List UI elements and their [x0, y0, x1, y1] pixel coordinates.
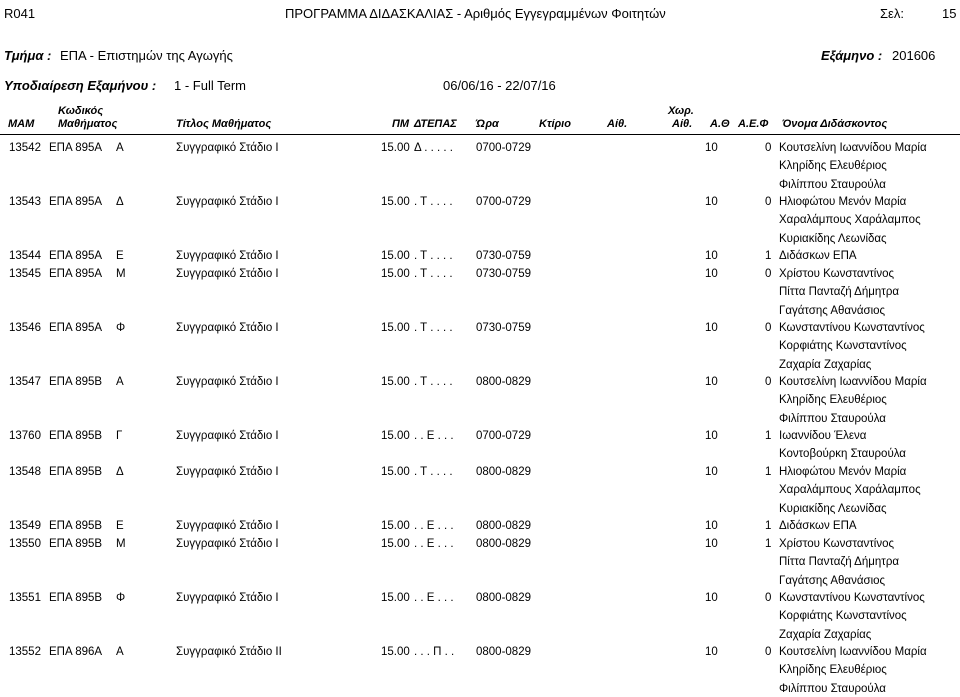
cell-instructor: Κουτσελίνη Ιωαννίδου Μαρία — [779, 646, 927, 658]
cell-instructor: Γαγάτσης Αθανάσιος — [779, 304, 886, 317]
cell-course-title: Συγγραφικό Στάδιο Ι — [176, 520, 279, 532]
cell-course-title: Συγγραφικό Στάδιο Ι — [176, 592, 279, 604]
cell-capacity: 10 — [705, 376, 718, 388]
cell-course-title: Συγγραφικό Στάδιο ΙΙ — [176, 646, 282, 658]
cell-course-title: Συγγραφικό Στάδιο Ι — [176, 376, 279, 388]
cell-course-code: ΕΠΑ 895Β — [49, 466, 103, 478]
cell-course-code: ΕΠΑ 895Β — [49, 376, 103, 388]
cell-mam: 13549 — [9, 520, 41, 532]
col-room: Αίθ. — [607, 118, 628, 130]
cell-mam: 13546 — [9, 322, 41, 334]
cell-section: Ε — [116, 250, 124, 262]
cell-instructor: Κυριακίδης Λεωνίδας — [779, 502, 887, 515]
cell-instructor: Πίττα Πανταζή Δήμητρα — [779, 286, 900, 299]
cell-course-code: ΕΠΑ 895Α — [49, 250, 103, 262]
cell-instructor: Ζαχαρία Ζαχαρίας — [779, 358, 872, 371]
subdivision-value: 1 - Full Term — [174, 78, 246, 93]
col-aef: Α.Ε.Φ — [738, 118, 769, 130]
cell-course-code: ΕΠΑ 895Β — [49, 592, 103, 604]
col-ath: Α.Θ — [710, 118, 730, 130]
cell-capacity: 10 — [705, 268, 718, 280]
cell-instructor: Χαραλάμπους Χαράλαμπος — [779, 214, 921, 227]
cell-days: . . . Π . . — [414, 646, 455, 658]
cell-pm: 15.00 — [381, 322, 410, 334]
cell-mam: 13544 — [9, 250, 41, 262]
cell-days: . Τ . . . . — [414, 322, 453, 334]
semester-label: Εξάμηνο : — [821, 48, 883, 63]
col-code-top: Κωδικός — [58, 105, 104, 117]
cell-capacity: 10 — [705, 538, 718, 550]
cell-course-code: ΕΠΑ 895Α — [49, 196, 103, 208]
cell-instructor: Χρίστου Κωνσταντίνος — [779, 268, 895, 280]
cell-time: 0700-0729 — [476, 430, 531, 442]
cell-section: Ε — [116, 520, 124, 532]
cell-pm: 15.00 — [381, 520, 410, 532]
cell-pm: 15.00 — [381, 466, 410, 478]
cell-days: . Τ . . . . — [414, 250, 453, 262]
header-divider — [0, 134, 960, 135]
col-capacity-top: Χωρ. — [668, 105, 694, 117]
cell-time: 0730-0759 — [476, 322, 531, 334]
col-code-bottom: Μαθήματος — [58, 118, 118, 130]
cell-mam: 13552 — [9, 646, 41, 658]
cell-course-title: Συγγραφικό Στάδιο Ι — [176, 250, 279, 262]
cell-course-title: Συγγραφικό Στάδιο Ι — [176, 322, 279, 334]
cell-time: 0800-0829 — [476, 520, 531, 532]
cell-course-title: Συγγραφικό Στάδιο Ι — [176, 268, 279, 280]
cell-pm: 15.00 — [381, 592, 410, 604]
cell-capacity: 10 — [705, 322, 718, 334]
cell-pm: 15.00 — [381, 268, 410, 280]
cell-instructor: Κοντοβούρκη Σταυρούλα — [779, 448, 906, 461]
cell-mam: 13543 — [9, 196, 41, 208]
cell-instructor: Κυριακίδης Λεωνίδας — [779, 232, 887, 245]
page-label: Σελ: — [880, 6, 904, 21]
cell-course-title: Συγγραφικό Στάδιο Ι — [176, 196, 279, 208]
cell-enrolled: 1 — [765, 430, 772, 442]
cell-instructor: Κορφιάτης Κωνσταντίνος — [779, 610, 907, 623]
cell-days: . Τ . . . . — [414, 268, 453, 280]
cell-enrolled: 0 — [765, 268, 772, 280]
cell-course-code: ΕΠΑ 895Α — [49, 142, 103, 154]
col-days: ΔΤΕΠΑΣ — [414, 118, 457, 130]
cell-time: 0800-0829 — [476, 538, 531, 550]
cell-section: Φ — [116, 322, 126, 334]
cell-time: 0800-0829 — [476, 646, 531, 658]
cell-section: Γ — [116, 430, 123, 442]
cell-enrolled: 0 — [765, 142, 772, 154]
cell-capacity: 10 — [705, 592, 718, 604]
subdivision-label: Υποδιαίρεση Εξαμήνου : — [4, 78, 157, 93]
cell-instructor: Χαραλάμπους Χαράλαμπος — [779, 484, 921, 497]
cell-time: 0700-0729 — [476, 142, 531, 154]
cell-enrolled: 1 — [765, 538, 772, 550]
cell-capacity: 10 — [705, 520, 718, 532]
cell-days: . Τ . . . . — [414, 376, 453, 388]
cell-instructor: Ηλιοφώτου Μενόν Μαρία — [779, 466, 907, 478]
cell-course-code: ΕΠΑ 895Β — [49, 430, 103, 442]
cell-enrolled: 0 — [765, 592, 772, 604]
cell-enrolled: 1 — [765, 250, 772, 262]
semester-value: 201606 — [892, 48, 936, 63]
cell-days: . . Ε . . . — [414, 430, 454, 442]
cell-course-title: Συγγραφικό Στάδιο Ι — [176, 430, 279, 442]
cell-time: 0730-0759 — [476, 268, 531, 280]
cell-section: Μ — [116, 268, 126, 280]
cell-pm: 15.00 — [381, 430, 410, 442]
cell-section: Φ — [116, 592, 126, 604]
department-label: Τμήμα : — [4, 48, 52, 63]
cell-pm: 15.00 — [381, 376, 410, 388]
report-title: ΠΡΟΓΡΑΜΜΑ ΔΙΔΑΣΚΑΛΙΑΣ - Αριθμός Εγγεγραμμένων Φοιτητών — [285, 6, 666, 21]
col-title: Τίτλος Μαθήματος — [176, 118, 272, 130]
cell-course-title: Συγγραφικό Στάδιο Ι — [176, 538, 279, 550]
cell-section: Μ — [116, 538, 126, 550]
cell-mam: 13542 — [9, 142, 41, 154]
cell-instructor: Κουτσελίνη Ιωαννίδου Μαρία — [779, 376, 927, 388]
cell-instructor: Ηλιοφώτου Μενόν Μαρία — [779, 196, 907, 208]
cell-instructor: Χρίστου Κωνσταντίνος — [779, 538, 895, 550]
cell-enrolled: 1 — [765, 520, 772, 532]
cell-enrolled: 0 — [765, 376, 772, 388]
cell-enrolled: 1 — [765, 466, 772, 478]
cell-mam: 13548 — [9, 466, 41, 478]
cell-instructor: Κωνσταντίνου Κωνσταντίνος — [779, 322, 925, 334]
col-instructor: Όνομα Διδάσκοντος — [782, 118, 888, 130]
cell-days: . . Ε . . . — [414, 592, 454, 604]
cell-instructor: Ιωαννίδου Έλενα — [779, 430, 867, 442]
cell-days: . . Ε . . . — [414, 538, 454, 550]
cell-time: 0800-0829 — [476, 376, 531, 388]
cell-days: Δ . . . . . — [414, 142, 453, 154]
cell-pm: 15.00 — [381, 196, 410, 208]
cell-instructor: Διδάσκων ΕΠΑ — [779, 520, 857, 532]
cell-section: Α — [116, 646, 124, 658]
cell-instructor: Πίττα Πανταζή Δήμητρα — [779, 556, 900, 569]
page-number: 15 — [942, 6, 957, 21]
cell-pm: 15.00 — [381, 538, 410, 550]
cell-instructor: Φιλίππου Σταυρούλα — [779, 178, 886, 191]
cell-pm: 15.00 — [381, 250, 410, 262]
col-pm: ΠΜ — [392, 118, 410, 130]
cell-instructor: Ζαχαρία Ζαχαρίας — [779, 628, 872, 641]
cell-days: . Τ . . . . — [414, 466, 453, 478]
cell-section: Δ — [116, 466, 124, 478]
cell-instructor: Διδάσκων ΕΠΑ — [779, 250, 857, 262]
cell-instructor: Κουτσελίνη Ιωαννίδου Μαρία — [779, 142, 927, 154]
cell-instructor: Κορφιάτης Κωνσταντίνος — [779, 340, 907, 353]
col-time: Ώρα — [476, 118, 499, 130]
cell-course-code: ΕΠΑ 896Α — [49, 646, 103, 658]
cell-instructor: Γαγάτσης Αθανάσιος — [779, 574, 886, 587]
col-building: Κτίριο — [539, 118, 571, 130]
cell-instructor: Κληρίδης Ελευθέριος — [779, 664, 887, 677]
cell-course-title: Συγγραφικό Στάδιο Ι — [176, 142, 279, 154]
cell-days: . . Ε . . . — [414, 520, 454, 532]
cell-enrolled: 0 — [765, 646, 772, 658]
cell-section: Α — [116, 142, 124, 154]
report-code: R041 — [4, 6, 36, 21]
date-range: 06/06/16 - 22/07/16 — [443, 78, 556, 93]
cell-instructor: Φιλίππου Σταυρούλα — [779, 682, 886, 695]
cell-mam: 13550 — [9, 538, 41, 550]
cell-course-title: Συγγραφικό Στάδιο Ι — [176, 466, 279, 478]
cell-time: 0700-0729 — [476, 196, 531, 208]
cell-pm: 15.00 — [381, 646, 410, 658]
cell-instructor: Φιλίππου Σταυρούλα — [779, 412, 886, 425]
cell-enrolled: 0 — [765, 322, 772, 334]
cell-time: 0800-0829 — [476, 466, 531, 478]
cell-enrolled: 0 — [765, 196, 772, 208]
cell-course-code: ΕΠΑ 895Β — [49, 520, 103, 532]
cell-pm: 15.00 — [381, 142, 410, 154]
cell-capacity: 10 — [705, 430, 718, 442]
col-mam: ΜΑΜ — [8, 118, 35, 130]
cell-capacity: 10 — [705, 466, 718, 478]
cell-mam: 13545 — [9, 268, 41, 280]
cell-mam: 13547 — [9, 376, 41, 388]
cell-course-code: ΕΠΑ 895Α — [49, 322, 103, 334]
cell-section: Α — [116, 376, 124, 388]
cell-instructor: Κωνσταντίνου Κωνσταντίνος — [779, 592, 925, 604]
cell-course-code: ΕΠΑ 895Β — [49, 538, 103, 550]
col-capacity-bottom: Αίθ. — [672, 118, 693, 130]
cell-section: Δ — [116, 196, 124, 208]
cell-mam: 13551 — [9, 592, 41, 604]
cell-days: . Τ . . . . — [414, 196, 453, 208]
cell-time: 0800-0829 — [476, 592, 531, 604]
cell-mam: 13760 — [9, 430, 41, 442]
cell-instructor: Κληρίδης Ελευθέριος — [779, 394, 887, 407]
cell-capacity: 10 — [705, 196, 718, 208]
cell-capacity: 10 — [705, 250, 718, 262]
cell-time: 0730-0759 — [476, 250, 531, 262]
department-value: ΕΠΑ - Επιστημών της Αγωγής — [60, 48, 233, 63]
cell-capacity: 10 — [705, 646, 718, 658]
cell-capacity: 10 — [705, 142, 718, 154]
cell-instructor: Κληρίδης Ελευθέριος — [779, 160, 887, 173]
cell-course-code: ΕΠΑ 895Α — [49, 268, 103, 280]
